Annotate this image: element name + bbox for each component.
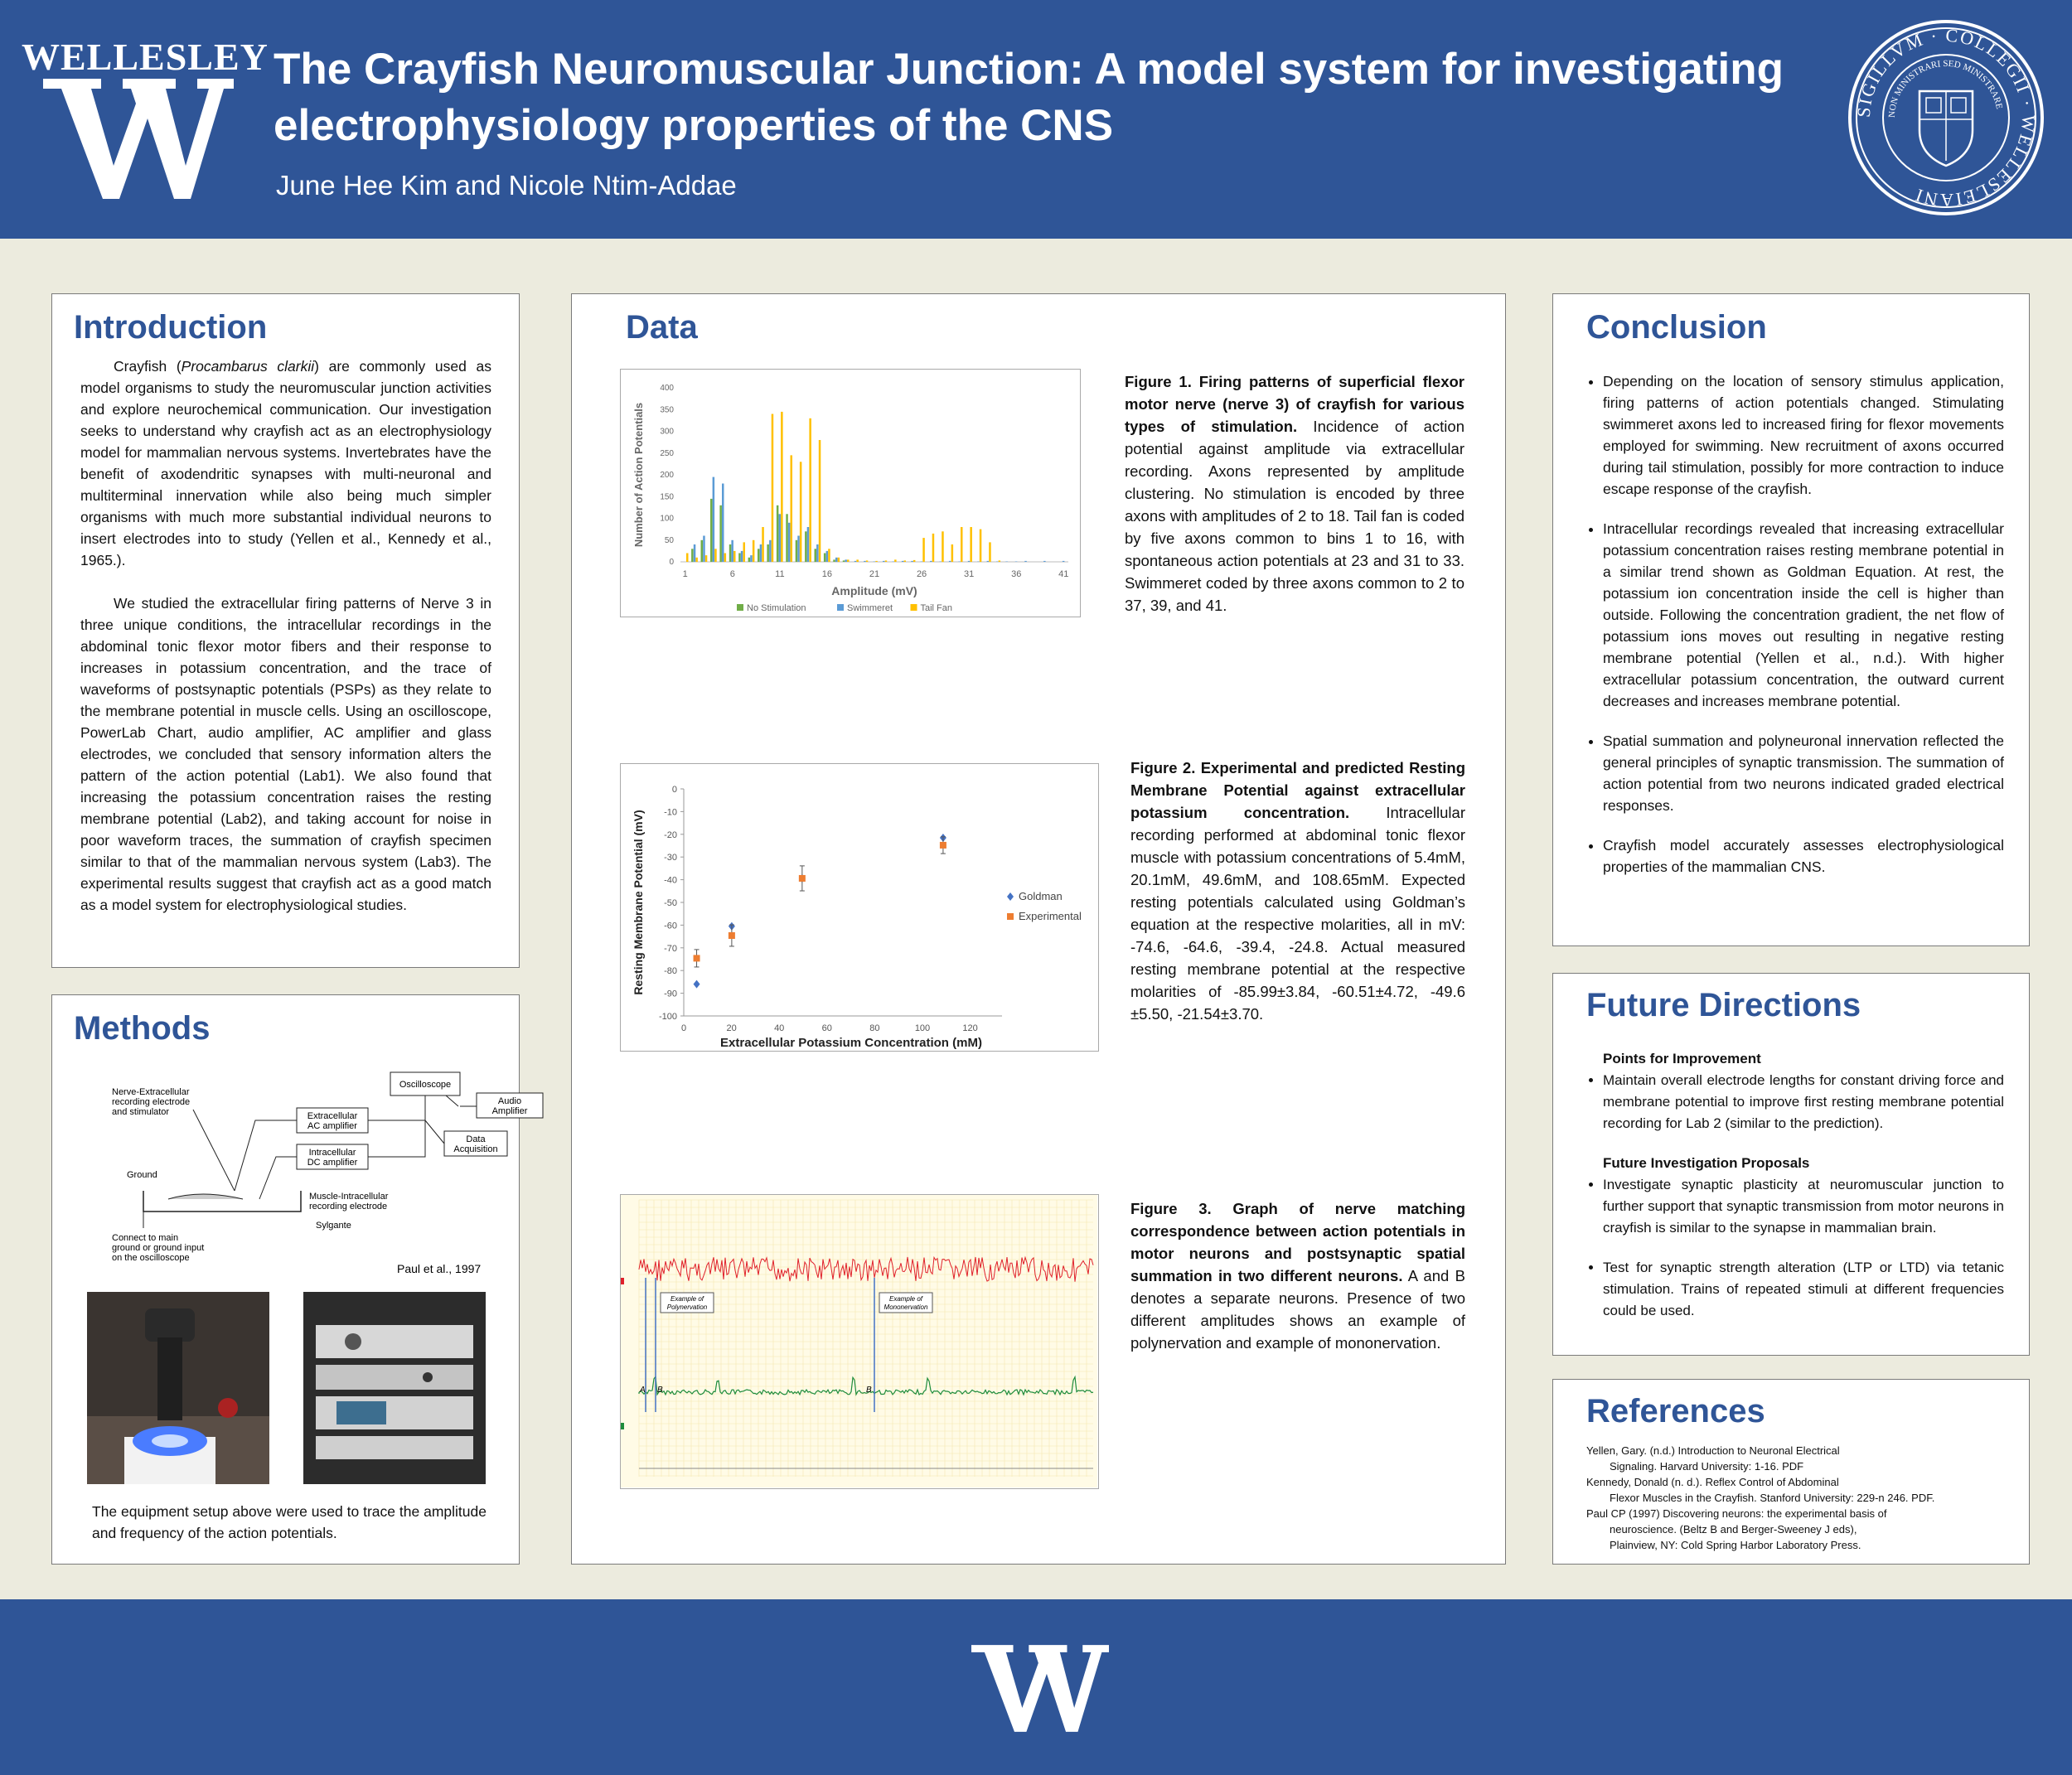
future-list-2	[1581, 1174, 2004, 1322]
x-tick-label: 20	[726, 1023, 737, 1033]
bar-tail-fan	[733, 551, 736, 562]
bar-swimmeret	[760, 544, 762, 562]
title-line-2: electrophysiology properties of the CNS	[274, 101, 1114, 150]
bar-swimmeret	[1005, 562, 1008, 563]
bar-tail-fan	[695, 558, 698, 562]
legend-swatch	[737, 604, 743, 611]
bar-tail-fan	[828, 549, 830, 562]
introduction-title: Introduction	[74, 309, 268, 346]
bar-tail-fan	[856, 559, 859, 562]
y-tick-label: 250	[660, 448, 674, 458]
x-tick-label: 36	[1011, 569, 1022, 579]
y-tick-label: 400	[660, 384, 674, 393]
y-tick-label: 0	[671, 785, 677, 795]
bar-no-stimulation	[738, 554, 741, 563]
figure-2-box	[620, 763, 1099, 1052]
bar-swimmeret	[854, 561, 857, 562]
x-tick-label: 120	[962, 1023, 978, 1033]
trace-background	[621, 1195, 1097, 1487]
bar-no-stimulation	[729, 544, 732, 562]
reference-1: Yellen, Gary. (n.d.) Introduction to Neuronal Electrical	[1586, 1444, 1840, 1457]
mononervation-label-2: Mononervation	[884, 1303, 928, 1311]
reference-2: Kennedy, Donald (n. d.). Reflex Control of Abdominal	[1586, 1476, 1839, 1488]
future-bullet: • Maintain overall electrode lengths for constant driving force and membrane potential to improve first resting membrane potential recording for Lab 2 (similar to the prediction).	[1603, 1070, 2004, 1134]
introduction-text	[80, 355, 491, 937]
y-axis-title: Resting Membrane Potential (mV)	[632, 810, 645, 995]
legend-label: No Stimulation	[747, 603, 806, 613]
bar-no-stimulation	[710, 499, 713, 562]
x-tick-label: 80	[869, 1023, 880, 1033]
x-tick-label: 16	[821, 569, 833, 579]
connect-ground-label-2: ground or ground input	[112, 1243, 205, 1253]
bar-swimmeret	[769, 540, 772, 562]
bar-tail-fan	[781, 412, 783, 562]
bar-swimmeret	[797, 536, 800, 563]
x-tick-label: 26	[916, 569, 927, 579]
bar-tail-fan	[932, 534, 935, 562]
bar-tail-fan	[772, 414, 774, 563]
authors: June Hee Kim and Nicole Ntim-Addae	[276, 170, 737, 201]
bar-no-stimulation	[796, 540, 798, 562]
channel-1-marker	[621, 1278, 624, 1284]
y-tick-label: -100	[658, 1012, 677, 1022]
bar-swimmeret	[987, 561, 990, 562]
y-tick-label: -40	[664, 875, 677, 886]
bar-swimmeret	[921, 562, 923, 563]
poster-title	[274, 41, 1848, 154]
bar-swimmeret	[968, 561, 971, 562]
reference-1-cont: Signaling. Harvard University: 1-16. PDF	[1610, 1460, 1804, 1473]
bar-no-stimulation	[833, 559, 835, 562]
bar-swimmeret	[958, 562, 961, 563]
conclusion-bullet: • Spatial summation and polyneuronal innervation reflected the general principles of synaptic transmission. The summation of action potential from two neurons indicated graded electrical responses.	[1603, 730, 2004, 816]
intracellular-amp-label: Intracellular	[308, 1148, 356, 1158]
ground-label: Ground	[127, 1170, 157, 1180]
future-subheading-1: Points for Improvement	[1603, 1051, 1761, 1066]
bar-swimmeret	[940, 562, 942, 563]
data-acquisition-label-2: Acquisition	[453, 1144, 498, 1154]
conclusion-bullet: • Crayfish model accurately assesses electrophysiological properties of the mammalian CNS.	[1603, 834, 2004, 878]
bar-swimmeret	[694, 544, 696, 562]
intracellular-amp-label-2: DC amplifier	[307, 1158, 358, 1168]
bar-tail-fan	[847, 559, 850, 562]
audio-amplifier-label-2: Amplifier	[491, 1106, 528, 1116]
bar-no-stimulation	[805, 531, 807, 562]
bar-tail-fan	[762, 527, 764, 562]
bar-no-stimulation	[701, 540, 704, 562]
future-list-1	[1581, 1070, 2004, 1134]
nerve-electrode-label: Nerve-Extracellular	[112, 1087, 190, 1097]
bar-tail-fan	[838, 558, 840, 562]
header-band	[0, 0, 2072, 239]
bar-tail-fan	[705, 555, 708, 562]
y-axis-title: Number of Action Potentials	[632, 402, 645, 548]
bar-swimmeret	[826, 551, 829, 562]
y-tick-label: -90	[664, 989, 677, 999]
bar-swimmeret	[713, 477, 715, 562]
bar-tail-fan	[904, 560, 907, 562]
bar-tail-fan	[922, 538, 925, 562]
bar-swimmeret	[911, 561, 913, 562]
figure-3-box	[620, 1194, 1099, 1489]
bar-swimmeret	[1024, 561, 1027, 562]
sylgante-label: Sylgante	[316, 1221, 351, 1231]
wellesley-logo-text: WELLESLEY	[22, 36, 269, 78]
figure-1-box	[620, 369, 1081, 617]
conclusion-panel	[1552, 293, 2030, 946]
bar-swimmeret	[722, 484, 724, 563]
experimental-point	[694, 955, 700, 961]
figure-3-caption: Figure 3. Graph of nerve matching correspondence between action potentials in motor neurons and postsynaptic spatial summation in two different neurons. A and B denotes a separate neurons. Presence of two different amplitudes shows an example of polynervation and example of mononervation.	[1130, 1200, 1465, 1352]
bar-tail-fan	[791, 455, 793, 562]
figure-2-chart	[621, 764, 1097, 1050]
future-bullet: • Test for synaptic strength alteration (LTP or LTD) via tetanic stimulation. Trains of repeated stimuli at different frequencies could be used.	[1603, 1257, 2004, 1322]
bar-no-stimulation	[786, 514, 788, 562]
conclusion-bullet: • Depending on the location of sensory stimulus application, firing patterns of action potentials changed. Stimulating swimmeret axons led to increased firing for flexor movements employed for swimming. New recruitment of axons occurred during tail stimulation, possibly for more contraction to induce escape response of the crayfish.	[1603, 370, 2004, 500]
bar-no-stimulation	[843, 560, 845, 562]
bar-tail-fan	[970, 527, 972, 562]
bar-tail-fan	[913, 560, 916, 562]
figure-1-caption: Figure 1. Firing patterns of superficial flexor motor nerve (nerve 3) of crayfish for various types of stimulation. Incidence of action potential against amplitude via extracellular recording. Axons represented by amplitude clustering. No stimulation is encoded by three axons with amplitudes of 2 to 18. Tail fan is coded by five axons common to bins 1 to 16, with spontaneous action potentials at 23 and 31 to 33. Swimmeret coded by three axons common to 2 to 37, 39, and 41.	[1125, 373, 1464, 614]
introduction-paragraph-2: We studied the extracellular firing patterns of Nerve 3 in three unique conditions, the intracellular recordings in the abdominal tonic flexor motor fibers and their response to increases in potassium concentration, and the trace of waveforms of postsynaptic potentials (PSPs) as they relate to the membrane potential in muscle cells. Using an oscilloscope, PowerLab Chart, audio amplifier, AC amplifier and glass electrodes, we concluded that sensory information alters the pattern of the action potential (Lab1). We also found that increasing the potassium concentration raises the resting membrane potential (Lab2), and taking account for noise in poor waveform traces, the summation of crayfish specimen similar to that of the mammalian nervous system (Lab3). The experimental results suggest that crayfish act as a good match as a model system for electrophysiological studies.	[80, 595, 491, 913]
introduction-paragraph-1: Crayfish (Procambarus clarkii) are commonly used as model organisms to study the neuromuscular junction activities and explore neurochemical communication. Our investigation seeks to understand why crayfish act as an electrophysiology model for mammalian nervous systems. Invertebrates have the benefit of axodendritic synapses with multi-neuronal and multiterminal innervation while also being much simpler organisms with much more substantial individual neurons to insert electrodes into to study (Yellen et al., Kennedy et al., 1965.).	[80, 358, 492, 568]
polynervation-label-2: Polynervation	[666, 1303, 708, 1311]
future-bullet: • Investigate synaptic plasticity at neuromuscular junction to further support that synaptic transmission from motor neurons in crayfish is similar to the synapse in mammalian brain.	[1603, 1174, 2004, 1239]
bar-no-stimulation	[758, 549, 760, 562]
future-directions-panel	[1552, 973, 2030, 1356]
microscope-photo	[87, 1292, 269, 1484]
polynervation-label: Example of	[670, 1295, 704, 1303]
bar-tail-fan	[999, 560, 1001, 562]
bar-tail-fan	[686, 554, 689, 563]
x-tick-label: 60	[821, 1023, 832, 1033]
legend-experimental-label: Experimental	[1019, 910, 1082, 922]
bar-swimmeret	[1063, 561, 1065, 562]
bar-no-stimulation	[691, 549, 694, 562]
y-tick-label: 0	[669, 558, 674, 567]
bar-swimmeret	[1043, 561, 1046, 562]
bar-swimmeret	[902, 561, 904, 562]
diagram-credit: Paul et al., 1997	[397, 1262, 482, 1275]
future-subheading-2: Future Investigation Proposals	[1603, 1155, 1810, 1171]
bar-tail-fan	[809, 418, 811, 562]
x-axis-title: Extracellular Potassium Concentration (mM)	[720, 1036, 982, 1050]
legend-goldman-swatch	[1007, 892, 1014, 901]
data-panel	[571, 293, 1506, 1565]
conclusion-title: Conclusion	[1586, 309, 1767, 346]
nerve-electrode-label-3: and stimulator	[112, 1107, 170, 1117]
experimental-point	[940, 842, 946, 849]
methods-panel	[51, 994, 528, 1565]
bar-tail-fan	[753, 540, 755, 562]
y-tick-label: -20	[664, 829, 677, 840]
muscle-electrode-label: Muscle-Intracellular	[309, 1192, 389, 1202]
conclusion-list	[1581, 370, 2004, 878]
y-tick-label: -30	[664, 853, 677, 863]
references-panel	[1552, 1379, 2030, 1565]
figure-1-chart	[621, 370, 1079, 616]
reference-2-cont: Flexor Muscles in the Crayfish. Stanford University: 229-n 246. PDF.	[1610, 1492, 1935, 1504]
channel-2-marker	[621, 1423, 624, 1429]
bar-swimmeret	[835, 558, 838, 562]
bar-tail-fan	[894, 559, 897, 562]
x-tick-label: 11	[775, 569, 785, 579]
y-tick-label: 200	[660, 471, 674, 480]
connect-ground-label-3: on the oscilloscope	[112, 1253, 190, 1263]
bar-tail-fan	[885, 560, 888, 562]
mononervation-label: Example of	[888, 1295, 923, 1303]
connect-ground-label: Connect to main	[112, 1233, 179, 1243]
bar-swimmeret	[816, 544, 819, 562]
bar-swimmeret	[741, 551, 743, 562]
x-tick-label: 1	[682, 569, 688, 579]
reference-3-cont: neuroscience. (Beltz B and Berger-Sweeney J eds),	[1610, 1523, 1857, 1536]
bar-swimmeret	[788, 523, 791, 562]
legend-label: Tail Fan	[920, 603, 953, 613]
bar-swimmeret	[1015, 562, 1018, 563]
nerve-electrode-label-2: recording electrode	[112, 1097, 191, 1107]
equipment-setup-diagram	[110, 1066, 528, 1265]
bar-swimmeret	[930, 561, 932, 562]
y-tick-label: 300	[660, 427, 674, 437]
college-seal-icon	[1847, 18, 2045, 217]
equipment-rack-photo	[303, 1292, 486, 1484]
audio-amplifier-label: Audio	[497, 1096, 522, 1106]
bar-tail-fan	[866, 560, 869, 562]
x-tick-label: 21	[869, 569, 880, 579]
bar-tail-fan	[980, 530, 982, 562]
methods-caption: The equipment setup above were used to trace the amplitude and frequency of the action potentials.	[92, 1503, 487, 1541]
bar-tail-fan	[800, 462, 802, 562]
future-directions-text	[1581, 1048, 2004, 1340]
reference-3-cont-2: Plainview, NY: Cold Spring Harbor Laboratory Press.	[1610, 1539, 1861, 1551]
future-directions-title: Future Directions	[1586, 987, 1861, 1023]
footer-band	[0, 1599, 2072, 1775]
y-tick-label: -70	[664, 943, 677, 954]
oscilloscope-label: Oscilloscope	[399, 1080, 452, 1090]
conclusion-text	[1581, 370, 2004, 896]
references-list	[1586, 1443, 2017, 1553]
y-tick-label: 350	[660, 405, 674, 415]
bar-no-stimulation	[777, 505, 779, 562]
y-tick-label: -80	[664, 966, 677, 977]
marker-a-label: A	[640, 1386, 646, 1395]
conclusion-bullet: • Intracellular recordings revealed that increasing extracellular potassium concentration raises resting membrane potential in a similar trend shown as Goldman Equation. At rest, the potassium ion concentration inside the cell is higher than outside. Following the concentration gradient, the net flow of potassium ions moves out resulting in negative resting membrane potential (Yellen et al., n.d.). With higher extracellular potassium concentration, the outward current decreases and increases membrane potential.	[1603, 518, 2004, 712]
data-acquisition-label: Data	[466, 1134, 486, 1144]
title-line-1: The Crayfish Neuromuscular Junction: A model system for investigating	[274, 45, 1784, 94]
wellesley-w-logo-icon	[43, 79, 234, 199]
legend-swatch	[837, 604, 844, 611]
bar-no-stimulation	[824, 554, 826, 563]
bar-swimmeret	[864, 561, 866, 562]
x-tick-label: 6	[729, 569, 735, 579]
goldman-point	[694, 980, 700, 989]
y-tick-label: 150	[660, 492, 674, 502]
legend-swatch	[911, 604, 917, 611]
x-tick-label: 0	[680, 1023, 687, 1033]
bar-tail-fan	[724, 554, 727, 563]
experimental-point	[799, 875, 806, 882]
bar-swimmeret	[883, 561, 885, 562]
x-tick-label: 40	[774, 1023, 785, 1033]
bar-tail-fan	[714, 549, 717, 562]
y-tick-label: -50	[664, 898, 677, 908]
bar-swimmeret	[845, 559, 847, 562]
seal-text: SIGILLVM · COLLEGII · WELLESLEIANI	[1852, 24, 2040, 211]
reference-3: Paul CP (1997) Discovering neurons: the experimental basis of	[1586, 1507, 1887, 1520]
x-tick-label: 41	[1058, 569, 1069, 579]
bar-tail-fan	[743, 542, 746, 562]
y-tick-label: 50	[664, 535, 674, 545]
introduction-panel	[51, 293, 520, 968]
bar-swimmeret	[750, 555, 753, 562]
bar-tail-fan	[819, 440, 821, 562]
bar-no-stimulation	[719, 505, 722, 562]
bar-swimmeret	[893, 562, 895, 563]
extracellular-amp-label-2: AC amplifier	[307, 1121, 357, 1131]
seal-motto: NON MINISTRARI SED MINISTRARE	[1886, 58, 2005, 118]
references-title: References	[1586, 1393, 1765, 1429]
figure-3-trace	[621, 1195, 1097, 1487]
bar-no-stimulation	[748, 558, 751, 562]
marker-b2-label: B	[866, 1386, 872, 1395]
marker-b-label: B	[657, 1386, 663, 1395]
bar-tail-fan	[961, 527, 963, 562]
legend-label: Swimmeret	[847, 603, 893, 613]
methods-title: Methods	[74, 1010, 211, 1047]
bar-tail-fan	[875, 561, 878, 562]
legend-experimental-swatch	[1007, 913, 1014, 920]
footer-w-logo-icon	[971, 1645, 1109, 1732]
bar-swimmeret	[779, 514, 782, 562]
bar-tail-fan	[951, 544, 954, 562]
bar-no-stimulation	[815, 549, 817, 562]
muscle-electrode-label-2: recording electrode	[309, 1202, 388, 1212]
bar-swimmeret	[874, 562, 876, 563]
bar-swimmeret	[807, 527, 810, 562]
y-tick-label: -10	[664, 807, 677, 818]
bar-swimmeret	[731, 540, 733, 562]
y-tick-label: 100	[660, 514, 674, 524]
figure-2-caption: Figure 2. Experimental and predicted Resting Membrane Potential against extracellular potassium concentration. Intracellular recording performed at abdominal tonic flexor muscle with potassium concentrations of 5.4mM, 20.1mM, 49.6mM, and 108.65mM. Expected resting potentials calculated using Goldman’s equation at the respective molarities, all in mV: -74.6, -64.6, -39.4, -24.8. Actual measured resting membrane potential at the respective molarities of -85.99±3.84, -60.51±4.72, -49.6 ±5.50, -21.54±3.70.	[1130, 759, 1465, 1023]
bar-tail-fan	[942, 531, 944, 562]
x-axis-title: Amplitude (mV)	[831, 584, 917, 597]
bar-tail-fan	[989, 542, 991, 562]
bar-no-stimulation	[767, 544, 769, 562]
bar-swimmeret	[949, 561, 951, 562]
bar-swimmeret	[703, 536, 705, 563]
bar-swimmeret	[977, 562, 980, 563]
bar-swimmeret	[996, 562, 999, 563]
legend-goldman-label: Goldman	[1019, 890, 1063, 902]
extracellular-amp-label: Extracellular	[307, 1111, 358, 1121]
experimental-point	[729, 932, 735, 939]
x-tick-label: 100	[914, 1023, 931, 1033]
y-tick-label: -60	[664, 921, 677, 931]
x-tick-label: 31	[964, 569, 975, 579]
data-title: Data	[626, 309, 698, 346]
